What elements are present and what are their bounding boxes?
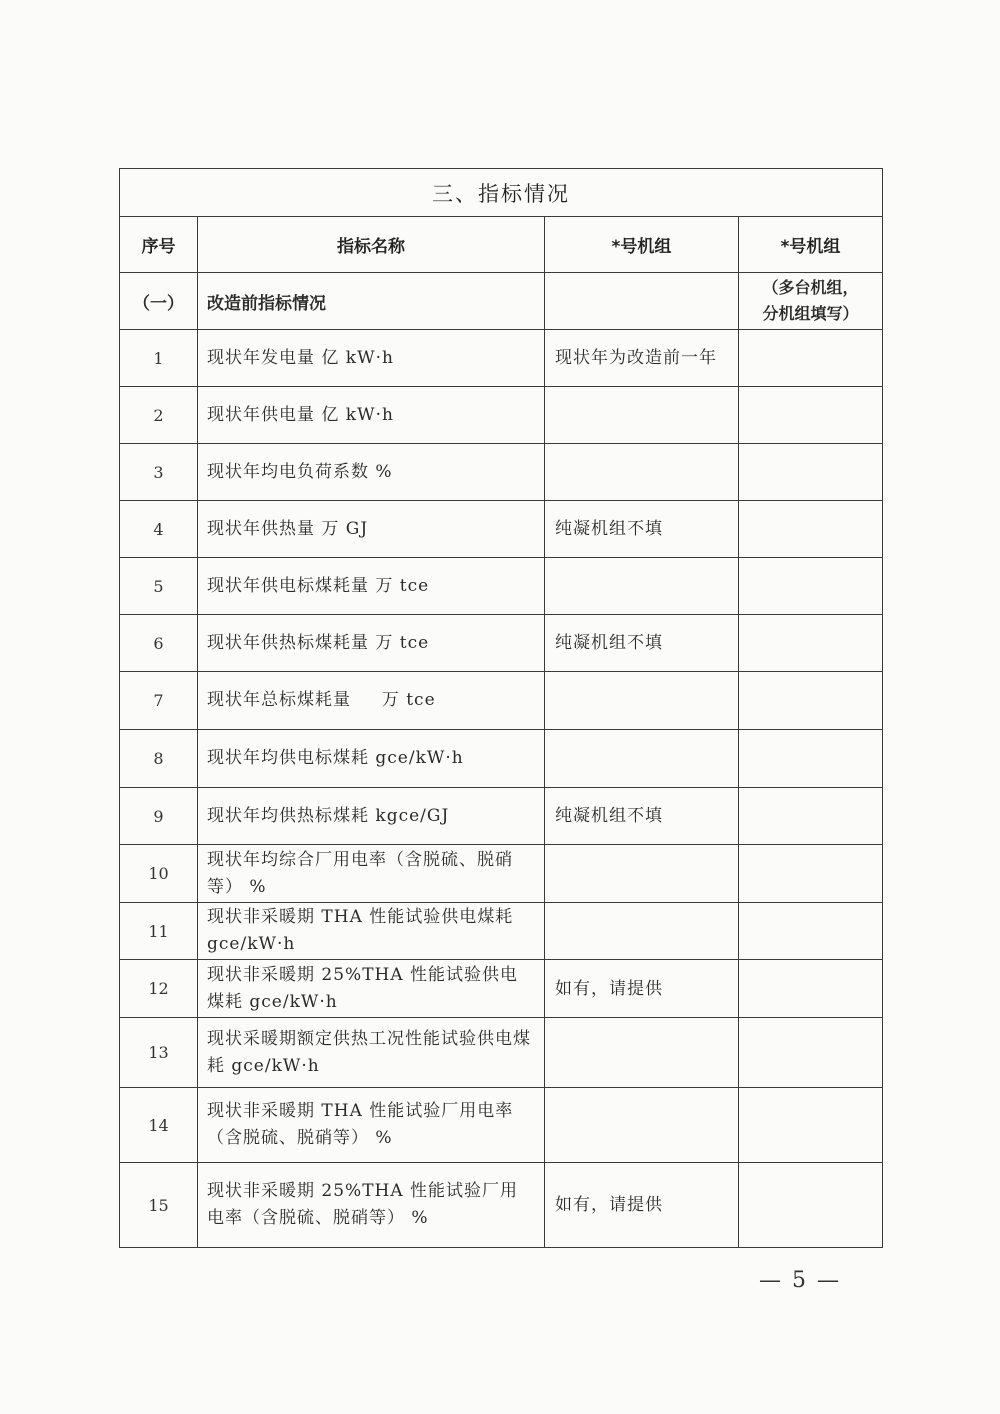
row-number: 2 bbox=[120, 387, 198, 444]
row-indicator-name: 现状采暖期额定供热工况性能试验供电煤耗 gce/kW·h bbox=[198, 1018, 545, 1088]
row-unit-b-value bbox=[739, 845, 883, 903]
table-row bbox=[120, 903, 883, 960]
section-name: 改造前指标情况 bbox=[198, 273, 545, 330]
page-number: — 5 — bbox=[759, 1268, 841, 1293]
row-indicator-name: 现状年均电负荷系数 % bbox=[198, 444, 545, 501]
row-unit-a-value: 纯凝机组不填 bbox=[545, 788, 739, 845]
table-row bbox=[120, 444, 883, 501]
table-row bbox=[120, 788, 883, 845]
table-header-row bbox=[120, 217, 883, 273]
header-serial-no: 序号 bbox=[120, 217, 198, 273]
row-number: 12 bbox=[120, 960, 198, 1018]
row-number: 14 bbox=[120, 1088, 198, 1163]
row-number: 5 bbox=[120, 558, 198, 615]
header-indicator-name: 指标名称 bbox=[198, 217, 545, 273]
table-row bbox=[120, 960, 883, 1018]
section-note: （多台机组， 分机组填写） bbox=[739, 273, 883, 330]
row-indicator-name: 现状年供电标煤耗量 万 tce bbox=[198, 558, 545, 615]
row-unit-a-value bbox=[545, 1088, 739, 1163]
row-unit-b-value bbox=[739, 558, 883, 615]
row-unit-a-value: 纯凝机组不填 bbox=[545, 615, 739, 672]
row-number: 13 bbox=[120, 1018, 198, 1088]
row-number: 4 bbox=[120, 501, 198, 558]
indicator-table bbox=[119, 168, 883, 1248]
table-row bbox=[120, 845, 883, 903]
row-unit-a-value bbox=[545, 903, 739, 960]
row-unit-a-value bbox=[545, 444, 739, 501]
row-number: 11 bbox=[120, 903, 198, 960]
row-unit-b-value bbox=[739, 330, 883, 387]
row-unit-b-value bbox=[739, 1163, 883, 1248]
header-unit-b: *号机组 bbox=[739, 217, 883, 273]
row-unit-a-value bbox=[545, 845, 739, 903]
table-title: 三、指标情况 bbox=[120, 169, 883, 217]
table-row bbox=[120, 501, 883, 558]
row-unit-a-value bbox=[545, 558, 739, 615]
header-unit-a: *号机组 bbox=[545, 217, 739, 273]
row-indicator-name: 现状非采暖期 THA 性能试验供电煤耗 gce/kW·h bbox=[198, 903, 545, 960]
row-number: 3 bbox=[120, 444, 198, 501]
row-unit-b-value bbox=[739, 903, 883, 960]
table-row bbox=[120, 1018, 883, 1088]
table-title-row bbox=[120, 169, 883, 217]
row-unit-b-value bbox=[739, 788, 883, 845]
row-unit-a-value bbox=[545, 387, 739, 444]
row-indicator-name: 现状年发电量 亿 kW·h bbox=[198, 330, 545, 387]
row-number: 7 bbox=[120, 672, 198, 730]
row-indicator-name: 现状年均综合厂用电率（含脱硫、脱硝等） % bbox=[198, 845, 545, 903]
row-unit-a-value: 如有，请提供 bbox=[545, 960, 739, 1018]
table-row bbox=[120, 1163, 883, 1248]
section-empty-cell bbox=[545, 273, 739, 330]
row-unit-b-value bbox=[739, 960, 883, 1018]
row-unit-a-value: 现状年为改造前一年 bbox=[545, 330, 739, 387]
row-unit-a-value bbox=[545, 1018, 739, 1088]
row-unit-b-value bbox=[739, 387, 883, 444]
table-row bbox=[120, 730, 883, 788]
row-indicator-name: 现状年供热量 万 GJ bbox=[198, 501, 545, 558]
row-number: 1 bbox=[120, 330, 198, 387]
row-number: 8 bbox=[120, 730, 198, 788]
row-unit-b-value bbox=[739, 501, 883, 558]
row-unit-a-value: 纯凝机组不填 bbox=[545, 501, 739, 558]
table-row bbox=[120, 615, 883, 672]
section-row bbox=[120, 273, 883, 330]
row-unit-a-value bbox=[545, 730, 739, 788]
row-unit-a-value: 如有，请提供 bbox=[545, 1163, 739, 1248]
row-unit-b-value bbox=[739, 444, 883, 501]
row-indicator-name: 现状年总标煤耗量 万 tce bbox=[198, 672, 545, 730]
row-unit-b-value bbox=[739, 672, 883, 730]
row-number: 10 bbox=[120, 845, 198, 903]
row-unit-a-value bbox=[545, 672, 739, 730]
section-number: （一） bbox=[120, 273, 198, 330]
row-indicator-name: 现状年供电量 亿 kW·h bbox=[198, 387, 545, 444]
row-number: 9 bbox=[120, 788, 198, 845]
table-row bbox=[120, 1088, 883, 1163]
table-row bbox=[120, 387, 883, 444]
row-number: 15 bbox=[120, 1163, 198, 1248]
table-row bbox=[120, 672, 883, 730]
table-row bbox=[120, 558, 883, 615]
row-unit-b-value bbox=[739, 1088, 883, 1163]
row-indicator-name: 现状非采暖期 25%THA 性能试验厂用电率（含脱硫、脱硝等） % bbox=[198, 1163, 545, 1248]
table-row bbox=[120, 330, 883, 387]
row-indicator-name: 现状非采暖期 25%THA 性能试验供电煤耗 gce/kW·h bbox=[198, 960, 545, 1018]
row-indicator-name: 现状年供热标煤耗量 万 tce bbox=[198, 615, 545, 672]
row-unit-b-value bbox=[739, 615, 883, 672]
row-indicator-name: 现状非采暖期 THA 性能试验厂用电率（含脱硫、脱硝等） % bbox=[198, 1088, 545, 1163]
row-indicator-name: 现状年均供热标煤耗 kgce/GJ bbox=[198, 788, 545, 845]
row-unit-b-value bbox=[739, 730, 883, 788]
row-indicator-name: 现状年均供电标煤耗 gce/kW·h bbox=[198, 730, 545, 788]
row-unit-b-value bbox=[739, 1018, 883, 1088]
row-number: 6 bbox=[120, 615, 198, 672]
